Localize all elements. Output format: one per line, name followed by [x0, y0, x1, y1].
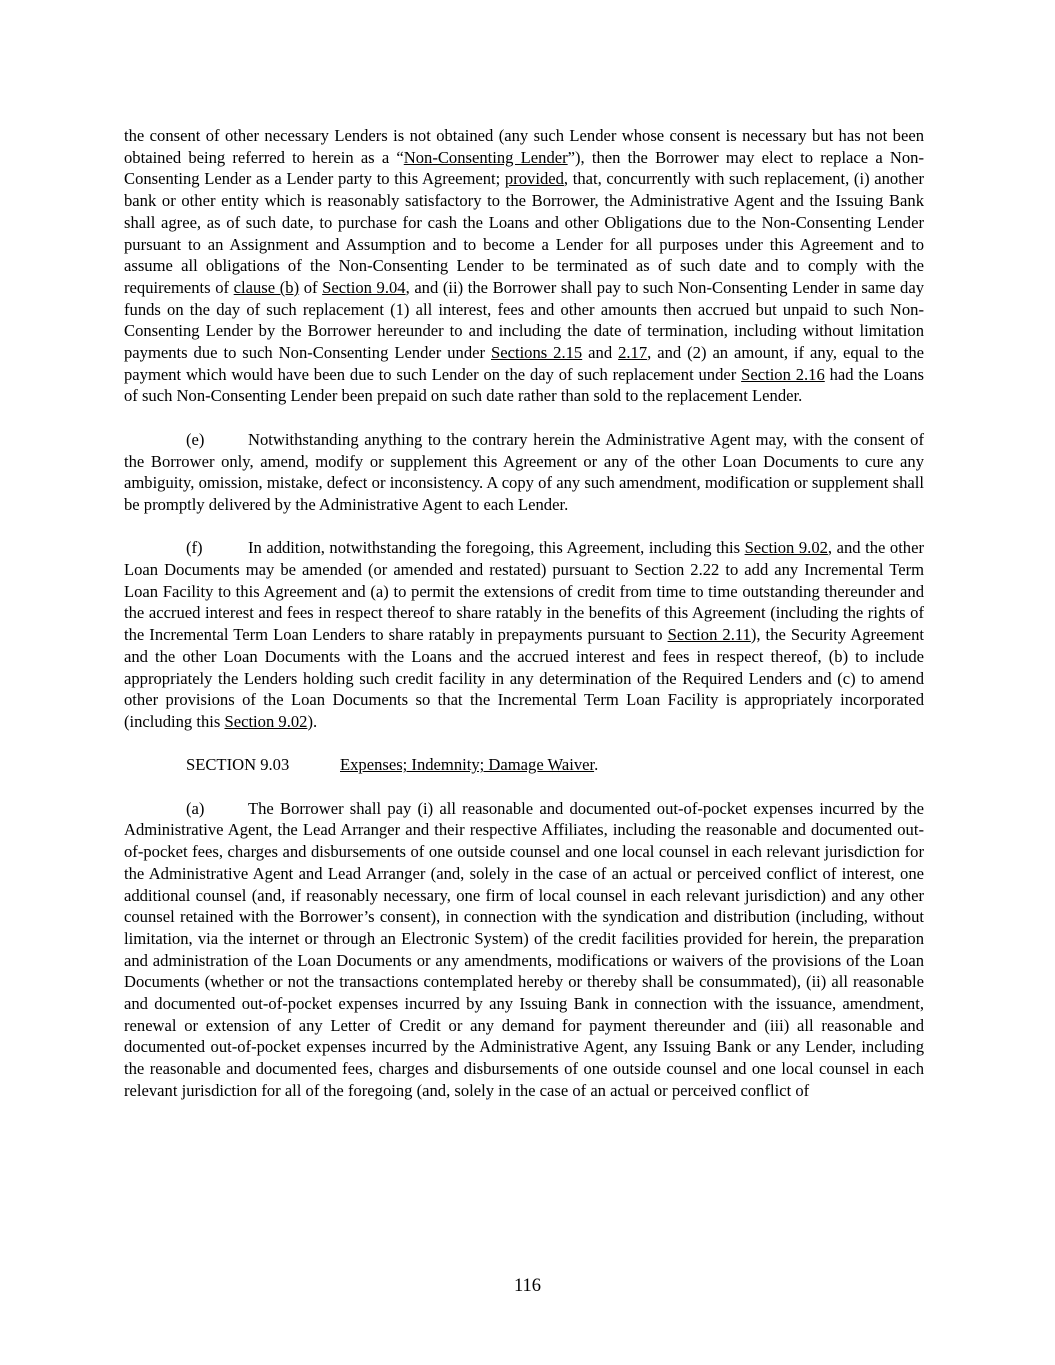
ref-sections-2-15: Sections 2.15 [491, 343, 583, 363]
ref-section-9-02: Section 9.02 [744, 538, 828, 558]
paragraph-f: (f) In addition, notwithstanding the foregoing, this Agreement, including this Section 9.02, and the other Loan Documents may be amended (or amended and restated) pursuant to Section 2.22 to add any Incremental Term Loan Facility to this Agreement and (a) to permit the extensions of credit from time to time outstanding thereunder and the accrued interest and fees in respect thereof to share ratably in the benefits of this Agreement (including the rights of the Incremental Term Loan Lenders to share ratably in prepayments pursuant to Section 2.11), the Security Agreement and the other Loan Documents with the Loans and the accrued interest and fees in respect thereof, (b) to include appropriately the Lenders holding such credit facility in any determination of the Required Lenders and (c) to amend other provisions of the Loan Documents so that the Incremental Term Loan Facility is appropriately incorporated (including this Section 9.02). [124, 538, 924, 731]
clause-label-e: (e) [186, 429, 205, 449]
section-title: Expenses; Indemnity; Damage Waiver [340, 755, 595, 775]
ref-clause-b: clause (b) [233, 277, 300, 297]
paragraph-e: (e) Notwithstanding anything to the contrary herein the Administrative Agent may, with the consent of the Borrower only, amend, modify or supplement this Agreement or any of the other Loan Documents to cure any ambiguity, omission, mistake, defect or inconsistency. A copy of any such amendment, modification or supplement shall be promptly delivered by the Administrative Agent to each Lender. [124, 429, 924, 514]
emphasis-provided: provided [504, 169, 564, 189]
paragraph-a: (a) The Borrower shall pay (i) all reasonable and documented out-of-pocket expenses incurred by the Administrative Agent, the Lead Arranger and their respective Affiliates, including the reasonable and documented out-of-pocket fees, charges and disbursements of one outside counsel and one local counsel in each relevant jurisdiction for the Administrative Agent and Lead Arranger (and, solely in the case of an actual or perceived conflict of interest, one additional counsel (and, if reasonably necessary, one firm of local counsel in each relevant jurisdiction) and any other counsel retained with the Borrower’s consent), in connection with the syndication and distribution (including, without limitation, via the internet or through an Electronic System) of the credit facilities provided for herein, the preparation and administration of the Loan Documents or any amendments, modifications or waivers of the provisions of the Loan Documents (whether or not the transactions contemplated hereby or thereby shall be consummated), (ii) all reasonable and documented out-of-pocket expenses incurred by any Issuing Bank in connection with the issuance, amendment, renewal or extension of any Letter of Credit or any demand for payment thereunder and (iii) all reasonable and documented out-of-pocket expenses incurred by the Administrative Agent, any Issuing Bank or any Lender, including the reasonable and documented fees, charges and disbursements of one outside counsel and one local counsel in each relevant jurisdiction for all of the foregoing (and, solely in the case of an actual or perceived conflict of [124, 798, 924, 1100]
defined-term-non-consenting-lender: Non-Consenting Lender [403, 147, 568, 167]
clause-label-a: (a) [186, 798, 205, 818]
section-heading: SECTION 9.03 Expenses; Indemnity; Damage Waiver. [186, 755, 599, 775]
ref-section-2-11: Section 2.11 [667, 625, 751, 645]
paragraph-continuation: the consent of other necessary Lenders is not obtained (any such Lender whose consent is necessary but has not been obtained being referred to herein as a “Non-Consenting Lender”), then the Borrower may elect to replace a Non-Consenting Lender as a Lender party to this Agreement; provided, that, concurrently with such replacement, (i) another bank or other entity which is reasonably satisfactory to the Borrower, the Administrative Agent and the Issuing Bank shall agree, as of such date, to purchase for cash the Loans and other Obligations due to the Non-Consenting Lender pursuant to an Assignment and Assumption and to become a Lender for all purposes under this Agreement and to assume all obligations of the Non-Consenting Lender to be terminated as of such date and to comply with the requirements of clause (b) of Section 9.04, and (ii) the Borrower shall pay to such Non-Consenting Lender in same day funds on the day of such replacement (1) all interest, fees and other amounts then accrued but unpaid to such Non-Consenting Lender by the Borrower hereunder to and including the date of termination, including without limitation payments due to such Non-Consenting Lender under Sections 2.15 and 2.17, and (2) an amount, if any, equal to the payment which would have been due to such Lender on the day of such replacement under Section 2.16 had the Loans of such Non-Consenting Lender been prepaid on such date rather than sold to the replacement Lender. [124, 126, 925, 406]
ref-section-9-04: Section 9.04 [322, 277, 406, 297]
document-page [124, 125, 924, 1102]
ref-section-2-16: Section 2.16 [741, 364, 825, 384]
page-number: 116 [513, 1276, 542, 1296]
clause-label-f: (f) [186, 538, 203, 558]
section-number: SECTION 9.03 [186, 755, 290, 775]
ref-2-17: 2.17 [618, 343, 648, 363]
ref-section-9-02-b: Section 9.02 [224, 711, 308, 731]
